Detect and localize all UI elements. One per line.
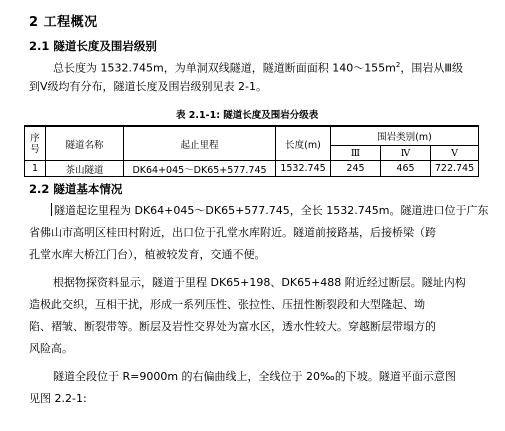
- paragraph-2-line-2: 造极此交织，互相干扰，形成一系列压性、张拉性、压扭性断裂段和大型隆起、坳: [29, 298, 425, 311]
- paragraph-1-line-2: 省佛山市高明区桂田村附近，出口位于孔堂水库附近。隧道前接路基，后接桥梁（跨: [29, 226, 436, 239]
- cell-name: 茶山隧道: [46, 161, 124, 177]
- header-name: 隧道名称: [46, 126, 124, 161]
- table-caption: 表 2.1-1: 隧道长度及围岩分级表: [176, 110, 319, 121]
- section-2-1-paragraph-line-2: 到Ⅴ级均有分布，隧道长度及围岩级别见表 2-1。: [29, 80, 267, 93]
- cell-range: DK64+045～DK65+577.745: [124, 161, 276, 177]
- text-cursor: [51, 203, 52, 216]
- header-class-iv: Ⅳ: [381, 146, 431, 161]
- paragraph-1-line-3: 孔堂水库大桥江门台），植被较发育，交通不便。: [29, 248, 266, 261]
- para-text: 隧道起讫里程为 DK64+045～DK65+577.745，全长 1532.745m。隧道进口位于广东: [54, 204, 489, 217]
- section-2-2-title: 2.2 隧道基本情况: [29, 182, 123, 196]
- para-text: 总长度为 1532.745m，为单洞双线隧道，隧道断面面积 140～155m: [53, 61, 396, 75]
- para-text: ，围岩从Ⅲ级: [400, 61, 463, 75]
- header-length: 长度(m): [276, 126, 331, 161]
- paragraph-3-line-1: 隧道全段位于 R=9000m 的右偏曲线上，全线位于 20‰的下坡。隧道平面示意图: [53, 370, 456, 383]
- paragraph-1-line-1[interactable]: [51, 200, 488, 222]
- header-seq: [25, 126, 46, 161]
- superscript: 2: [395, 61, 401, 69]
- chapter-heading: 2 工程概况: [29, 15, 98, 30]
- header-seq-text: 序号: [30, 132, 40, 155]
- paragraph-2-line-4: 风险高。: [29, 342, 73, 355]
- paragraph-2-line-1: 根据物探资料显示，隧道于里程 DK65+198、DK65+488 附近经过断层。隧址内构: [53, 276, 466, 289]
- header-class-iii: Ⅲ: [331, 146, 381, 161]
- section-2-1-title: 2.1 隧道长度及围岩级别: [29, 39, 157, 53]
- cell-length: 1532.745: [276, 161, 331, 177]
- header-range: 起止里程: [124, 126, 276, 161]
- paragraph-3-line-2: 见图 2.2-1:: [29, 392, 87, 405]
- header-class-v: Ⅴ: [431, 146, 479, 161]
- table-row: [25, 161, 479, 177]
- header-rock-class: 围岩类别(m): [331, 126, 479, 146]
- cell-seq: 1: [25, 161, 46, 177]
- tunnel-length-table: [24, 125, 479, 177]
- cell-class-v: 722.745: [431, 161, 479, 177]
- cell-class-iv: 465: [381, 161, 431, 177]
- cell-class-iii: 245: [331, 161, 381, 177]
- paragraph-2-line-3: 陷、褶皱、断裂带等。断层及岩性交界处为富水区，透水性较大。穿越断层带塌方的: [29, 320, 436, 333]
